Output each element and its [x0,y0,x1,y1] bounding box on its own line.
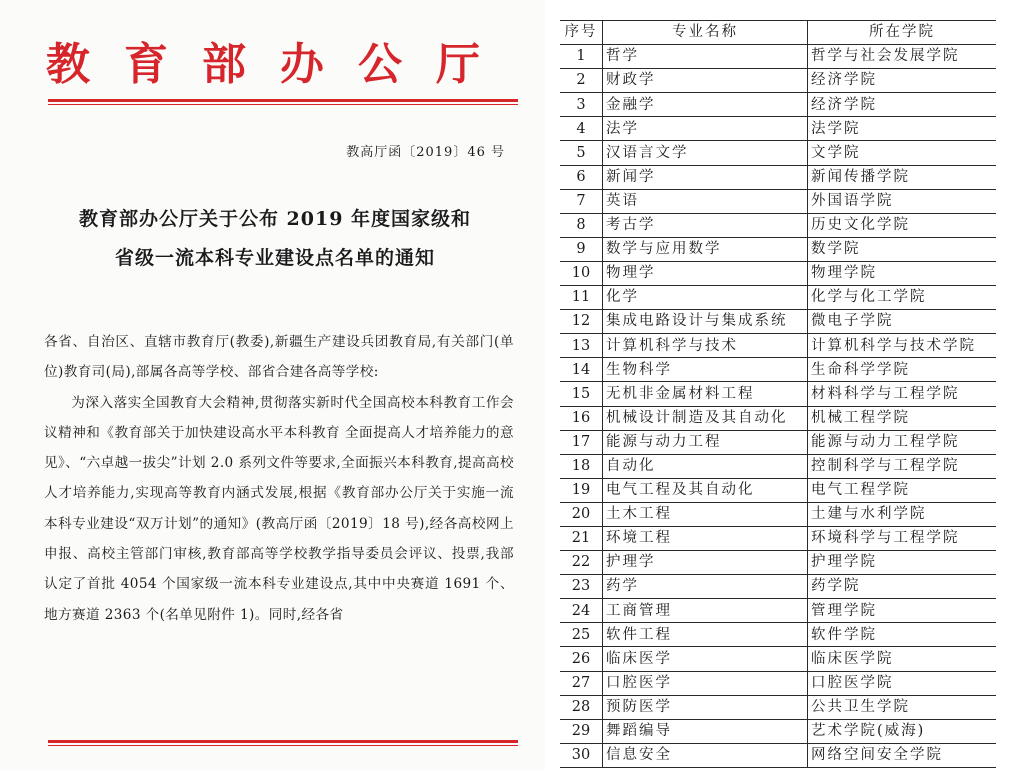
row-number: 28 [560,695,603,719]
row-number: 27 [560,671,603,695]
row-number: 7 [560,189,603,213]
major-name: 土木工程 [603,502,808,526]
row-number: 29 [560,719,603,743]
major-name: 化学 [603,286,808,310]
school-name: 环境科学与工程学院 [808,526,997,550]
major-name: 舞蹈编导 [603,719,808,743]
major-name: 能源与动力工程 [603,430,808,454]
school-name: 物理学院 [808,261,997,285]
table-row [560,551,996,575]
table-row [560,334,996,358]
major-name: 工商管理 [603,599,808,623]
major-name: 法学 [603,117,808,141]
table-row [560,117,996,141]
row-number: 24 [560,599,603,623]
major-name: 集成电路设计与集成系统 [603,310,808,334]
row-number: 10 [560,261,603,285]
row-number: 23 [560,575,603,599]
row-number: 21 [560,526,603,550]
major-name: 汉语言文学 [603,141,808,165]
school-name: 文学院 [808,141,997,165]
row-number: 9 [560,237,603,261]
major-name: 预防医学 [603,695,808,719]
body-paragraph: 为深入落实全国教育大会精神,贯彻落实新时代全国高校本科教育工作会议精神和《教育部关于加快建设高水平本科教育 全面提高人才培养能力的意见》、“六卓越一拔尖”计划 2.0 系列文件等要求,全面振兴本科教育,提高高校人才培养能力,实现高等教育内涵式发展,根据《教育部办公厅关于实施一流本科专业建设“双万计划”的通知》(教高厅函〔2019〕18 号),经各高校网上申报、高校主管部门审核,教育部高等学校教学指导委员会评议、投票,我部认定了首批 4054 个国家级一流本科专业建设点,其中中央赛道 1691 个、地方赛道 2363 个(名单见附件 1)。同时,经各省 [44,394,514,623]
table-header-row [560,21,996,45]
major-name: 生物科学 [603,358,808,382]
row-number: 13 [560,334,603,358]
table-row [560,237,996,261]
school-name: 材料科学与工程学院 [808,382,997,406]
major-table [560,20,996,768]
row-number: 18 [560,454,603,478]
row-number: 3 [560,93,603,117]
row-number: 26 [560,647,603,671]
row-number: 22 [560,551,603,575]
document-body [44,327,514,630]
table-row [560,261,996,285]
school-name: 机械工程学院 [808,406,997,430]
row-number: 25 [560,623,603,647]
row-number: 8 [560,213,603,237]
major-name: 英语 [603,189,808,213]
column-header-major: 专业名称 [603,21,808,45]
school-name: 哲学与社会发展学院 [808,45,997,69]
major-name: 环境工程 [603,526,808,550]
school-name: 外国语学院 [808,189,997,213]
school-name: 药学院 [808,575,997,599]
table-row [560,141,996,165]
document-number: 教高厅函〔2019〕46 号 [346,145,505,160]
school-name: 护理学院 [808,551,997,575]
major-name: 数学与应用数学 [603,237,808,261]
row-number: 11 [560,286,603,310]
school-name: 控制科学与工程学院 [808,454,997,478]
major-list-page [560,20,1010,768]
school-name: 口腔医学院 [808,671,997,695]
major-name: 护理学 [603,551,808,575]
table-row [560,743,996,767]
major-name: 无机非金属材料工程 [603,382,808,406]
school-name: 微电子学院 [808,310,997,334]
school-name: 软件学院 [808,623,997,647]
table-body [560,45,996,768]
document-header: 教育部办公厅 [46,39,514,90]
table-row [560,382,996,406]
major-name: 信息安全 [603,743,808,767]
title-line: 教育部办公厅关于公布 2019 年度国家级和 [78,208,472,230]
title-line: 省级一流本科专业建设点名单的通知 [114,247,435,269]
school-name: 数学院 [808,237,997,261]
school-name: 管理学院 [808,599,997,623]
row-number: 30 [560,743,603,767]
major-name: 考古学 [603,213,808,237]
row-number: 12 [560,310,603,334]
row-number: 20 [560,502,603,526]
row-number: 15 [560,382,603,406]
school-name: 公共卫生学院 [808,695,997,719]
table-row [560,93,996,117]
document-title [40,200,510,278]
school-name: 生命科学学院 [808,358,997,382]
table-row [560,213,996,237]
major-name: 软件工程 [603,623,808,647]
salutation: 各省、自治区、直辖市教育厅(教委),新疆生产建设兵团教育局,有关部门(单位)教育司(局),部属各高等学校、部省合建各高等学校: [44,334,514,381]
school-name: 新闻传播学院 [808,165,997,189]
school-name: 历史文化学院 [808,213,997,237]
table-row [560,671,996,695]
table-row [560,406,996,430]
table-row [560,526,996,550]
table-row [560,358,996,382]
header-red-rule [48,99,518,106]
table-row [560,695,996,719]
table-row [560,647,996,671]
table-row [560,45,996,69]
row-number: 4 [560,117,603,141]
footer-red-rule [48,740,518,747]
major-name: 自动化 [603,454,808,478]
major-name: 新闻学 [603,165,808,189]
major-name: 药学 [603,575,808,599]
school-name: 经济学院 [808,69,997,93]
table-row [560,430,996,454]
major-name: 金融学 [603,93,808,117]
table-row [560,502,996,526]
row-number: 6 [560,165,603,189]
row-number: 16 [560,406,603,430]
school-name: 化学与化工学院 [808,286,997,310]
school-name: 艺术学院(威海) [808,719,997,743]
major-name: 物理学 [603,261,808,285]
school-name: 能源与动力工程学院 [808,430,997,454]
table-row [560,310,996,334]
row-number: 19 [560,478,603,502]
table-row [560,454,996,478]
column-header-school: 所在学院 [808,21,997,45]
school-name: 计算机科学与技术学院 [808,334,997,358]
major-name: 哲学 [603,45,808,69]
row-number: 5 [560,141,603,165]
table-row [560,719,996,743]
major-name: 口腔医学 [603,671,808,695]
school-name: 电气工程学院 [808,478,997,502]
major-name: 电气工程及其自动化 [603,478,808,502]
column-header-seq: 序号 [560,21,603,45]
school-name: 临床医学院 [808,647,997,671]
major-name: 机械设计制造及其自动化 [603,406,808,430]
table-row [560,478,996,502]
school-name: 土建与水利学院 [808,502,997,526]
school-name: 经济学院 [808,93,997,117]
table-row [560,599,996,623]
major-name: 财政学 [603,69,808,93]
school-name: 网络空间安全学院 [808,743,997,767]
major-name: 临床医学 [603,647,808,671]
table-row [560,165,996,189]
row-number: 14 [560,358,603,382]
table-row [560,189,996,213]
table-row [560,286,996,310]
row-number: 2 [560,69,603,93]
table-row [560,69,996,93]
table-row [560,575,996,599]
row-number: 1 [560,45,603,69]
table-row [560,623,996,647]
major-name: 计算机科学与技术 [603,334,808,358]
school-name: 法学院 [808,117,997,141]
row-number: 17 [560,430,603,454]
